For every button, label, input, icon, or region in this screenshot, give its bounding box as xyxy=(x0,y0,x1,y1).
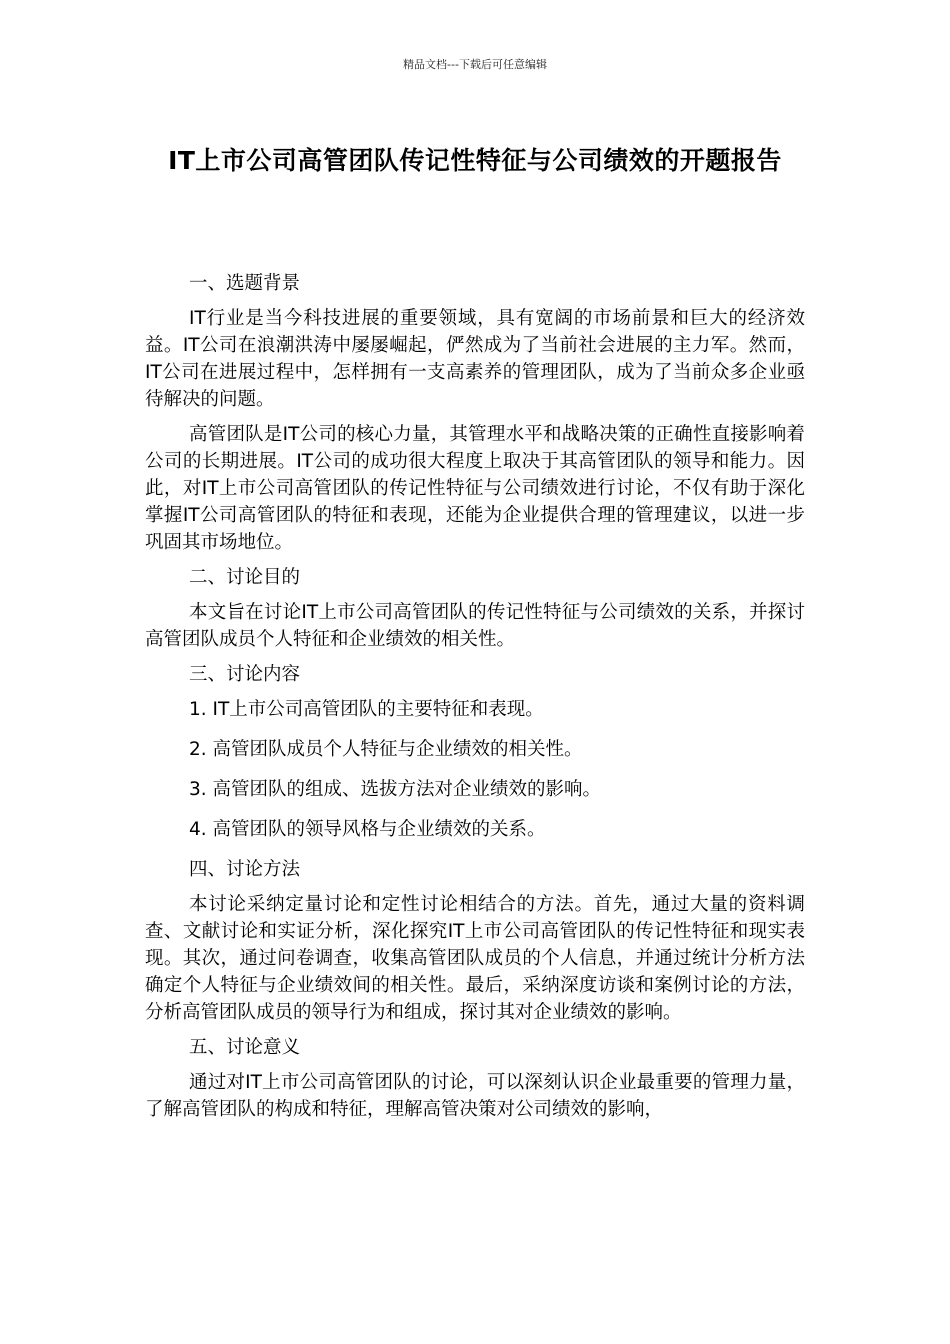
content-list-item: 3. 高管团队的组成、选拔方法对企业绩效的影响。 xyxy=(189,779,602,800)
content-list-item: 2. 高管团队成员个人特征与企业绩效的相关性。 xyxy=(189,739,583,760)
method-paragraph: 本讨论采纳定量讨论和定性讨论相结合的方法。首先，通过大量的资料调查、文献讨论和实证分析，深化探究IT上市公司高管团队的传记性特征和现实表现。其次，通过问卷调查，收集高管团队成员的个人信息，并通过统计分析方法确定个人特征与企业绩效间的相关性。最后，采纳深度访谈和案例讨论的方法，分析高管团队成员的领导行为和组成，探讨其对企业绩效的影响。 xyxy=(145,894,805,1023)
purpose-paragraph: 本文旨在讨论IT上市公司高管团队的传记性特征与公司绩效的关系，并探讨高管团队成员个人特征和企业绩效的相关性。 xyxy=(145,602,805,650)
background-paragraph-1: IT行业是当今科技进展的重要领域，具有宽阔的市场前景和巨大的经济效益。IT公司在浪潮洪涛中屡屡崛起，俨然成为了当前社会进展的主力军。然而，IT公司在进展过程中，怎样拥有一支高素养的管理团队，成为了当前众多企业亟待解决的问题。 xyxy=(145,308,805,410)
header-note: 精品文档---下载后可任意编辑 xyxy=(403,58,547,71)
content-list-item: 4. 高管团队的领导风格与企业绩效的关系。 xyxy=(189,819,546,840)
section-heading-content: 三、讨论内容 xyxy=(189,664,301,685)
significance-paragraph: 通过对IT上市公司高管团队的讨论，可以深刻认识企业最重要的管理力量，了解高管团队的构成和特征，理解高管决策对公司绩效的影响， xyxy=(145,1072,805,1120)
document-title: IT上市公司高管团队传记性特征与公司绩效的开题报告 xyxy=(168,146,782,175)
document-body xyxy=(145,270,805,1131)
background-paragraph-2: 高管团队是IT公司的核心力量，其管理水平和战略决策的正确性直接影响着公司的长期进展。IT公司的成功很大程度上取决于其高管团队的领导和能力。因此，对IT上市公司高管团队的传记性特征与公司绩效进行讨论，不仅有助于深化掌握IT公司高管团队的特征和表现，还能为企业提供合理的管理建议，以进一步巩固其市场地位。 xyxy=(145,424,805,553)
content-list-item: 1. IT上市公司高管团队的主要特征和表现。 xyxy=(189,699,544,720)
section-heading-method: 四、讨论方法 xyxy=(189,859,301,880)
section-heading-purpose: 二、讨论目的 xyxy=(189,567,301,588)
section-heading-background: 一、选题背景 xyxy=(189,273,301,294)
section-heading-significance: 五、讨论意义 xyxy=(189,1037,301,1058)
